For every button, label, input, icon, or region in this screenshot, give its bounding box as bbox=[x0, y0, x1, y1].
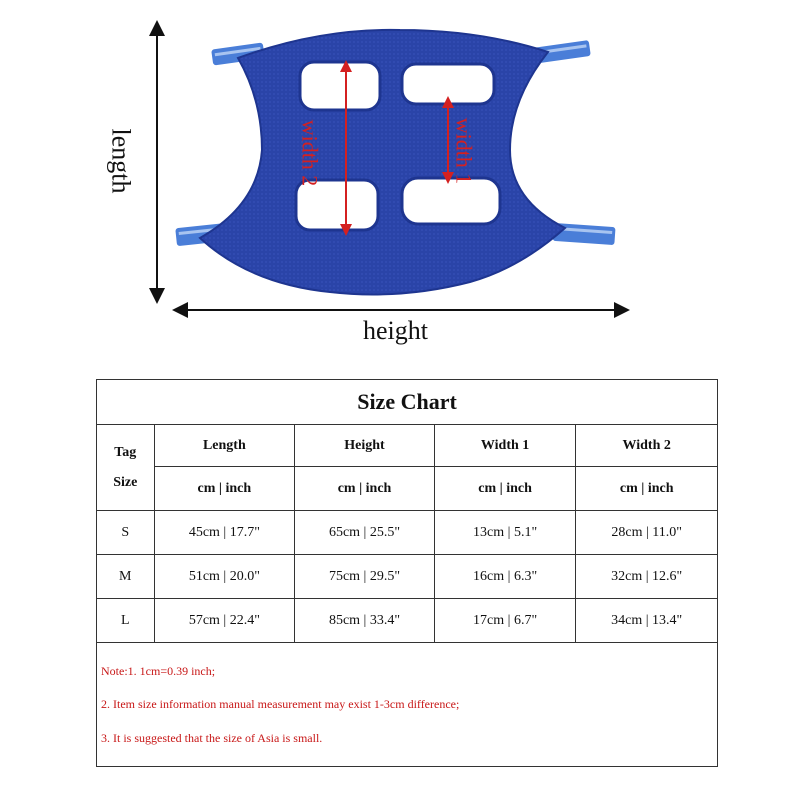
table-cell: 32cm | 12.6" bbox=[576, 555, 718, 599]
table-cell: 28cm | 11.0" bbox=[576, 511, 718, 555]
note-2: 2. Item size information manual measurement may exist 1-3cm difference; bbox=[101, 697, 460, 711]
notes-section bbox=[97, 642, 717, 767]
row-tag: L bbox=[97, 599, 155, 643]
width1-label: width 1 bbox=[451, 117, 477, 185]
hole-bottom-left bbox=[296, 180, 378, 230]
product-figure bbox=[0, 0, 800, 360]
height-label: height bbox=[363, 316, 428, 345]
tag-size-header bbox=[97, 425, 155, 511]
table-cell: 65cm | 25.5" bbox=[295, 511, 435, 555]
col-header-height: Height bbox=[295, 425, 435, 467]
hole-top-right bbox=[402, 64, 494, 104]
table-cell: 45cm | 17.7" bbox=[154, 511, 295, 555]
table-cell: 13cm | 5.1" bbox=[434, 511, 576, 555]
note-3: 3. It is suggested that the size of Asia is small. bbox=[101, 731, 323, 745]
size-chart-title: Size Chart bbox=[97, 380, 718, 425]
col-header-length: Length bbox=[154, 425, 295, 467]
width2-label: width 2 bbox=[297, 119, 323, 187]
size-table bbox=[96, 379, 718, 643]
size-chart bbox=[96, 379, 718, 767]
unit-header-width1: cm | inch bbox=[434, 467, 576, 511]
unit-header-length: cm | inch bbox=[154, 467, 295, 511]
note-1: Note:1. 1cm=0.39 inch; bbox=[101, 664, 216, 678]
tag-header-line1: Tag bbox=[114, 444, 137, 460]
length-label: length bbox=[106, 128, 136, 194]
table-cell: 16cm | 6.3" bbox=[434, 555, 576, 599]
tag-header-line2: Size bbox=[113, 474, 138, 490]
col-header-width2: Width 2 bbox=[576, 425, 718, 467]
row-tag: M bbox=[97, 555, 155, 599]
table-row bbox=[97, 511, 718, 555]
table-cell: 75cm | 29.5" bbox=[295, 555, 435, 599]
col-header-width1: Width 1 bbox=[434, 425, 576, 467]
table-cell: 17cm | 6.7" bbox=[434, 599, 576, 643]
table-cell: 57cm | 22.4" bbox=[154, 599, 295, 643]
unit-header-width2: cm | inch bbox=[576, 467, 718, 511]
table-row bbox=[97, 555, 718, 599]
table-cell: 51cm | 20.0" bbox=[154, 555, 295, 599]
table-row bbox=[97, 599, 718, 643]
row-tag: S bbox=[97, 511, 155, 555]
hole-bottom-right bbox=[402, 178, 500, 224]
table-cell: 85cm | 33.4" bbox=[295, 599, 435, 643]
table-cell: 34cm | 13.4" bbox=[576, 599, 718, 643]
sling-body bbox=[200, 30, 565, 295]
unit-header-height: cm | inch bbox=[295, 467, 435, 511]
hole-top-left bbox=[300, 62, 380, 110]
